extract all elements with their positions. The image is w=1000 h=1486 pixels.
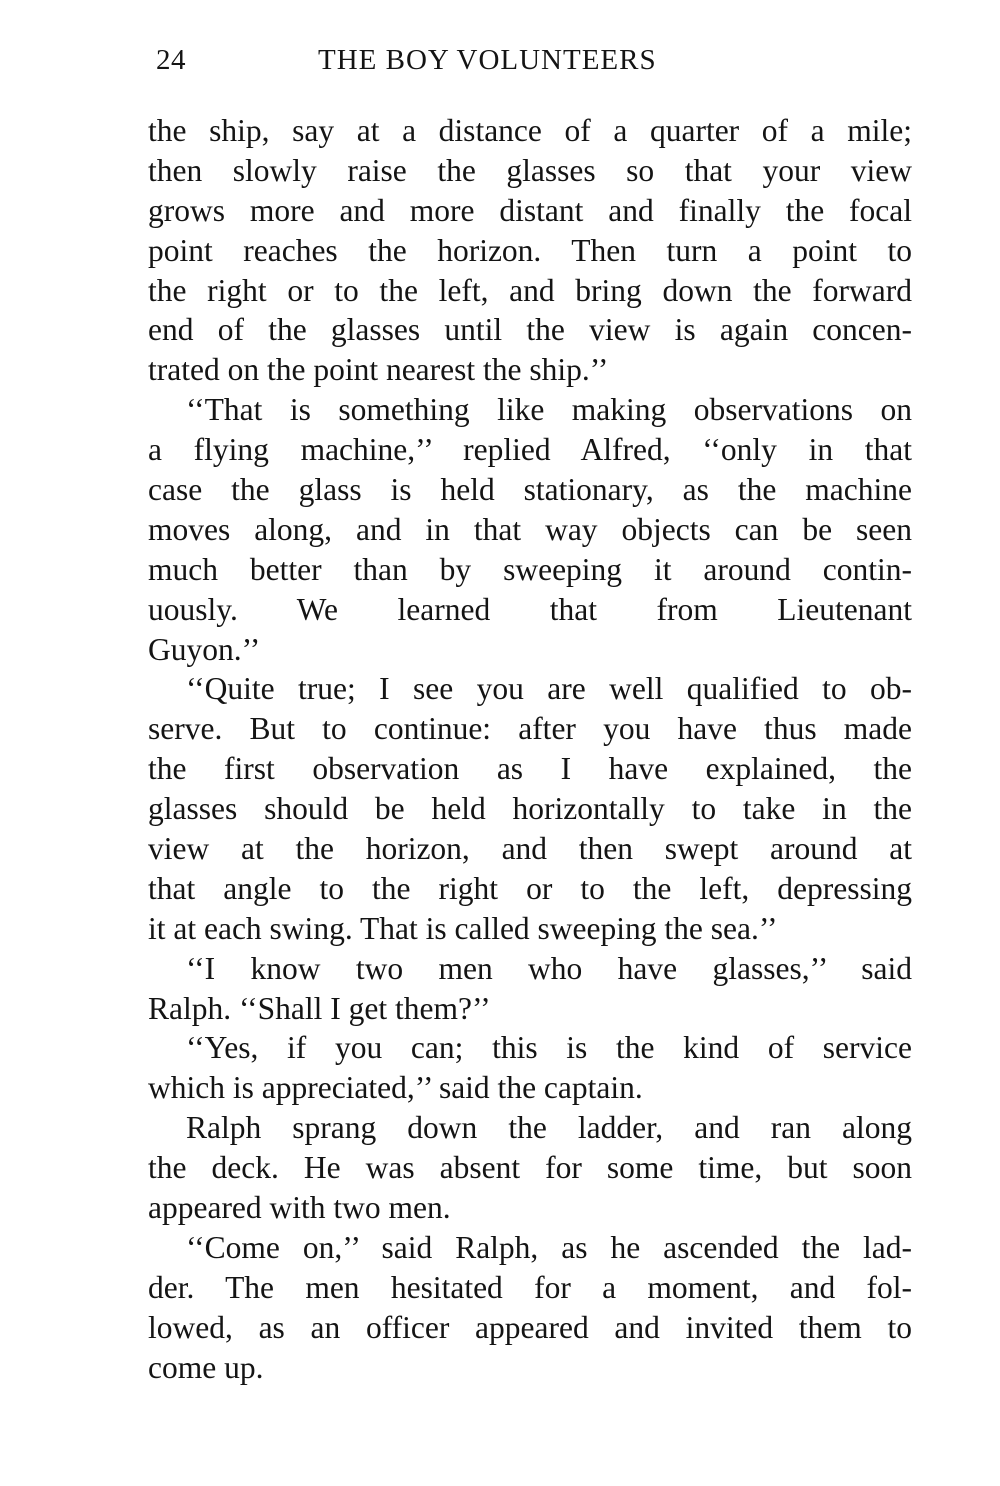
text-line: ‘‘Yes, if you can; this is the kind of service xyxy=(186,1030,912,1066)
text-line: which is appreciated,’’ said the captain. xyxy=(148,1070,643,1106)
body-text xyxy=(148,111,912,1388)
text-line: the right or to the left, and bring down the forward xyxy=(148,272,912,308)
text-line: appeared with two men. xyxy=(148,1190,451,1226)
text-line: come up. xyxy=(148,1349,264,1385)
page-header xyxy=(148,44,914,88)
text-line: Guyon.’’ xyxy=(148,631,261,667)
text-line: Ralph. ‘‘Shall I get them?’’ xyxy=(148,990,491,1026)
text-line: serve. But to continue: after you have thus made xyxy=(148,711,912,747)
text-line: it at each swing. That is called sweeping the sea.’’ xyxy=(148,910,778,946)
text-line: that angle to the right or to the left, depressing xyxy=(148,870,912,906)
text-line: trated on the point nearest the ship.’’ xyxy=(148,352,609,388)
text-line: ‘‘Quite true; I see you are well qualified to ob- xyxy=(186,671,912,707)
text-line: der. The men hesitated for a moment, and fol- xyxy=(148,1269,912,1305)
text-line: moves along, and in that way objects can be seen xyxy=(148,511,912,547)
text-line: end of the glasses until the view is again concen- xyxy=(148,312,912,348)
text-line: the first observation as I have explained, the xyxy=(148,751,912,787)
text-line: the ship, say at a distance of a quarter of a mile; xyxy=(148,113,912,148)
page-number: 24 xyxy=(156,44,186,76)
text-line: point reaches the horizon. Then turn a point to xyxy=(148,232,912,268)
text-line: glasses should be held horizontally to take in the xyxy=(148,791,912,827)
text-line: much better than by sweeping it around contin- xyxy=(148,551,912,587)
text-line: ‘‘I know two men who have glasses,’’ said xyxy=(186,950,912,986)
text-line: grows more and more distant and finally the focal xyxy=(148,192,912,228)
running-title: THE BOY VOLUNTEERS xyxy=(318,44,657,76)
text-line: uously. We learned that from Lieutenant xyxy=(148,591,912,627)
text-line: Ralph sprang down the ladder, and ran along xyxy=(186,1110,912,1146)
text-line: ‘‘That is something like making observations on xyxy=(186,392,912,428)
text-line: a flying machine,’’ replied Alfred, ‘‘only in that xyxy=(148,432,912,468)
text-line: lowed, as an officer appeared and invited them to xyxy=(148,1309,912,1345)
text-line: case the glass is held stationary, as the machine xyxy=(148,472,912,508)
text-line: the deck. He was absent for some time, but soon xyxy=(148,1150,912,1186)
text-line: then slowly raise the glasses so that your view xyxy=(148,152,912,188)
text-line: ‘‘Come on,’’ said Ralph, as he ascended the lad- xyxy=(186,1229,912,1265)
text-line: view at the horizon, and then swept around at xyxy=(148,831,912,867)
